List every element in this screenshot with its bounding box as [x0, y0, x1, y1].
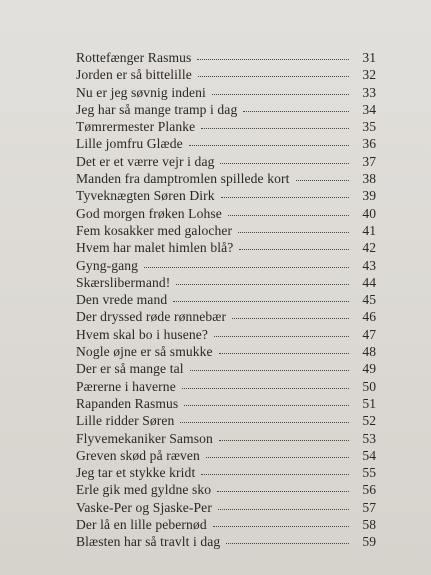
- toc-entry-page-number: 49: [362, 361, 376, 377]
- dot-leader: [144, 266, 349, 268]
- toc-entry: [76, 223, 376, 240]
- toc-entry-title: Lille ridder Søren: [76, 413, 175, 429]
- toc-entry-page-number: 43: [362, 257, 376, 273]
- toc-entry-page-number: 58: [362, 517, 376, 533]
- dot-leader: [214, 335, 349, 337]
- toc-entry-title: Flyvemekaniker Samson: [76, 430, 213, 446]
- toc-entry: [76, 448, 376, 465]
- toc-entry: [76, 309, 376, 326]
- toc-entry-title: Pærerne i haverne: [76, 378, 176, 394]
- toc-entry: [76, 119, 376, 136]
- toc-entry-title: Erle gik med gyldne sko: [76, 482, 212, 498]
- toc-entry: [76, 102, 376, 119]
- toc-entry: [76, 500, 376, 517]
- toc-entry: [76, 206, 376, 223]
- dot-leader: [180, 421, 349, 423]
- toc-entry: [76, 361, 376, 378]
- toc-entry-title: Rapanden Rasmus: [76, 395, 179, 411]
- toc-entry-page-number: 55: [362, 465, 376, 481]
- toc-entry-title: Vaske-Per og Sjaske-Per: [76, 499, 212, 515]
- dot-leader: [296, 179, 350, 181]
- dot-leader: [173, 300, 349, 302]
- toc-entry-page-number: 46: [362, 309, 376, 325]
- toc-entry-page-number: 53: [362, 430, 376, 446]
- toc-entry-title: Skærslibermand!: [76, 274, 171, 290]
- dot-leader: [239, 248, 349, 250]
- toc-entry: [76, 396, 376, 413]
- toc-entry-page-number: 40: [362, 205, 376, 221]
- toc-entry-title: Rottefænger Rasmus: [76, 50, 192, 65]
- toc-entry-title: Den vrede mand: [76, 292, 168, 308]
- toc-entry-title: Jeg har så mange tramp i dag: [76, 101, 238, 117]
- toc-entry-page-number: 57: [362, 499, 376, 515]
- dot-leader: [201, 473, 349, 475]
- toc-entry: [76, 534, 376, 551]
- toc-entry-page-number: 35: [362, 119, 376, 135]
- toc-entry-page-number: 54: [362, 447, 376, 463]
- toc-entry-page-number: 56: [362, 482, 376, 498]
- toc-entry-page-number: 45: [362, 292, 376, 308]
- dot-leader: [219, 352, 349, 354]
- toc-entry: [76, 240, 376, 257]
- toc-entry-page-number: 51: [362, 395, 376, 411]
- toc-entry: [76, 413, 376, 430]
- toc-entry-title: Hvem har malet himlen blå?: [76, 240, 234, 256]
- toc-entry: [76, 188, 376, 205]
- toc-entry-title: Fem kosakker med galocher: [76, 222, 233, 238]
- toc-entry-title: Greven skød på ræven: [76, 447, 200, 463]
- dot-leader: [184, 404, 349, 406]
- toc-entry: [76, 67, 376, 84]
- dot-leader: [201, 127, 349, 129]
- toc-entry-title: Jeg tar et stykke kridt: [76, 465, 196, 481]
- dot-leader: [198, 75, 349, 77]
- toc-entry-page-number: 38: [362, 171, 376, 187]
- toc-entry-title: Jorden er så bittelille: [76, 67, 192, 83]
- toc-entry-page-number: 47: [362, 326, 376, 342]
- dot-leader: [182, 387, 349, 389]
- toc-entry-title: Det er et værre vejr i dag: [76, 153, 215, 169]
- dot-leader: [213, 525, 349, 527]
- dot-leader: [206, 456, 349, 458]
- dot-leader: [226, 542, 349, 544]
- toc-entry-page-number: 37: [362, 153, 376, 169]
- toc-entry-page-number: 50: [362, 378, 376, 394]
- toc-entry-title: Nogle øjne er så smukke: [76, 344, 213, 360]
- dot-leader: [212, 93, 349, 95]
- toc-entry-title: Manden fra damptromlen spillede kort: [76, 171, 290, 187]
- toc-entry: [76, 465, 376, 482]
- toc-entry-page-number: 41: [362, 222, 376, 238]
- dot-leader: [217, 490, 349, 492]
- dot-leader: [228, 214, 349, 216]
- toc-entry-title: Tømrermester Planke: [76, 119, 196, 135]
- toc-entry-page-number: 32: [362, 67, 376, 83]
- toc-entry-title: Hvem skal bo i husene?: [76, 326, 209, 342]
- toc-entry: [76, 50, 376, 67]
- dot-leader: [243, 110, 349, 112]
- toc-entry-page-number: 31: [362, 50, 376, 65]
- toc-entry-page-number: 36: [362, 136, 376, 152]
- toc-entry: [76, 154, 376, 171]
- toc-entry-page-number: 33: [362, 84, 376, 100]
- dot-leader: [219, 439, 349, 441]
- dot-leader: [218, 508, 349, 510]
- toc-entry-page-number: 48: [362, 344, 376, 360]
- toc-entry-title: Der lå en lille pebernød: [76, 517, 207, 533]
- toc-entry: [76, 258, 376, 275]
- dot-leader: [189, 144, 349, 146]
- toc-entry-page-number: 34: [362, 101, 376, 117]
- toc-entry: [76, 517, 376, 534]
- toc-entry-page-number: 44: [362, 274, 376, 290]
- toc-entry: [76, 85, 376, 102]
- dot-leader: [220, 162, 349, 164]
- toc-entry-page-number: 59: [362, 534, 376, 550]
- toc-entry-page-number: 39: [362, 188, 376, 204]
- toc-entry-title: Nu er jeg søvnig indeni: [76, 84, 206, 100]
- toc-entry-page-number: 42: [362, 240, 376, 256]
- toc-entry: [76, 171, 376, 188]
- dot-leader: [197, 58, 349, 60]
- dot-leader: [221, 196, 349, 198]
- toc-entry: [76, 292, 376, 309]
- toc-entry: [76, 431, 376, 448]
- toc-entry: [76, 482, 376, 499]
- dot-leader: [232, 317, 349, 319]
- toc-entry-title: Lille jomfru Glæde: [76, 136, 183, 152]
- toc-entry-title: Der dryssed røde rønnebær: [76, 309, 227, 325]
- table-of-contents: [76, 50, 376, 552]
- toc-entry: [76, 136, 376, 153]
- dot-leader: [190, 369, 349, 371]
- toc-entry: [76, 275, 376, 292]
- toc-entry-title: Tyveknægten Søren Dirk: [76, 188, 215, 204]
- toc-entry: [76, 379, 376, 396]
- dot-leader: [176, 283, 349, 285]
- toc-entry-page-number: 52: [362, 413, 376, 429]
- toc-entry-title: Blæsten har så travlt i dag: [76, 534, 221, 550]
- toc-entry: [76, 327, 376, 344]
- toc-entry: [76, 344, 376, 361]
- toc-entry-title: Der er så mange tal: [76, 361, 184, 377]
- toc-entry-title: God morgen frøken Lohse: [76, 205, 222, 221]
- dot-leader: [238, 231, 349, 233]
- toc-entry-title: Gyng-gang: [76, 257, 139, 273]
